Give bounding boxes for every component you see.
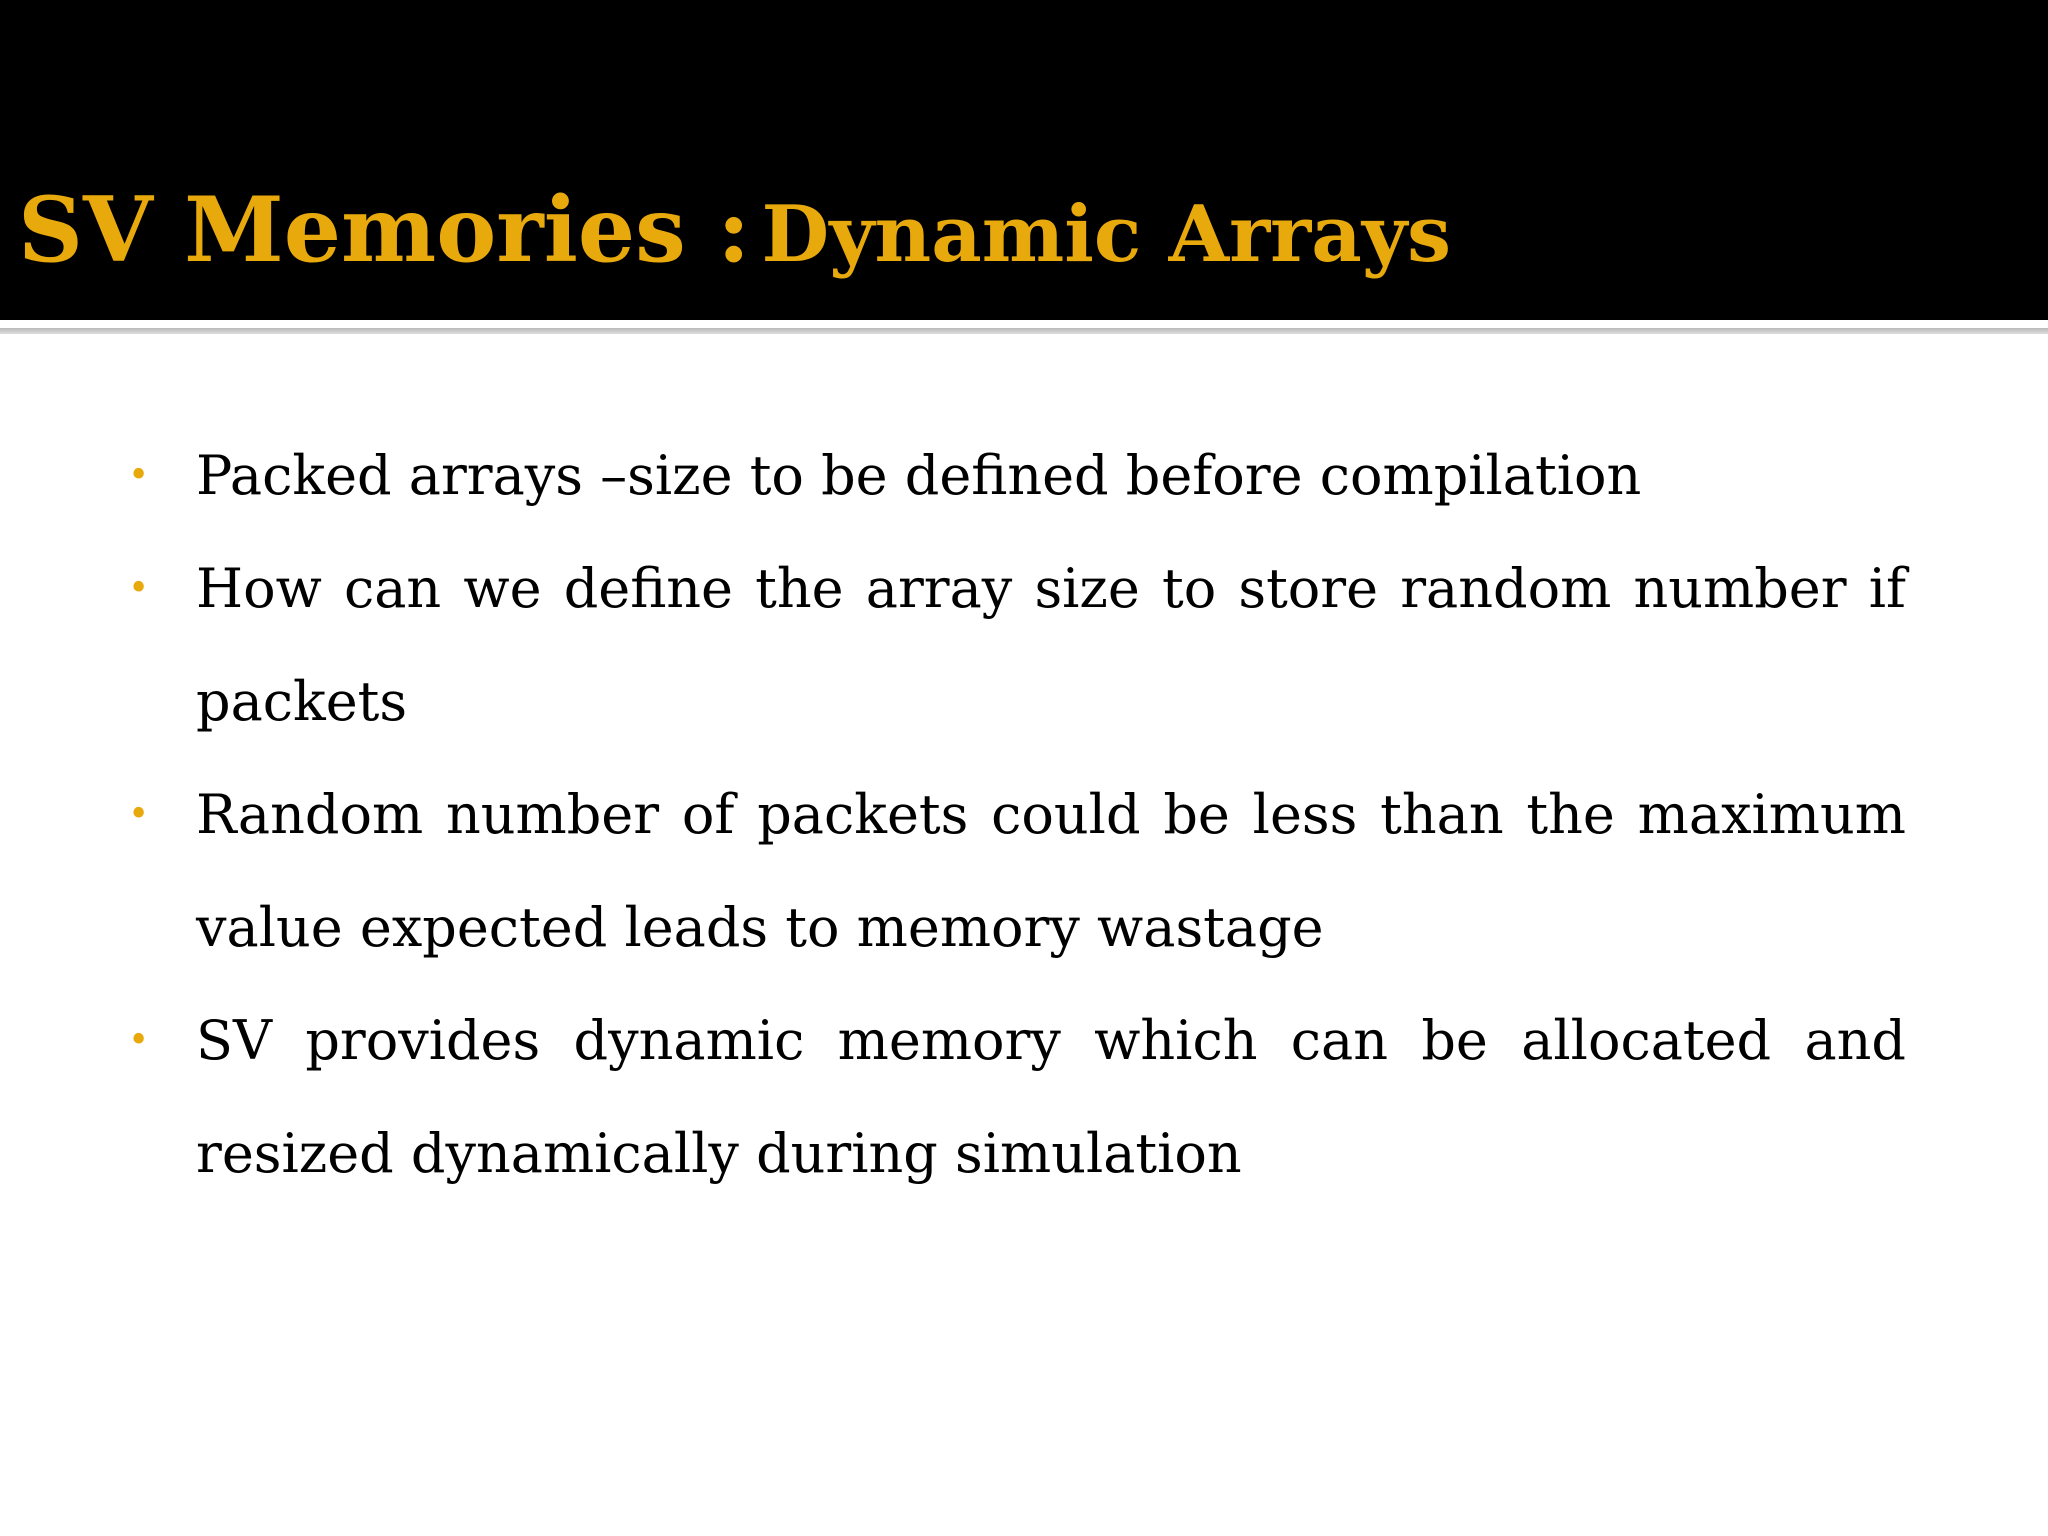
- bullet-text: SV provides dynamic memory which can be allocated and resized dynamically during simulation: [196, 1009, 1906, 1185]
- bullet-icon: •: [128, 455, 150, 496]
- bullet-text: How can we define the array size to store random number if packets: [196, 557, 1906, 733]
- bullet-icon: •: [128, 1020, 150, 1061]
- bullet-item: [128, 984, 1906, 1210]
- bullet-item: [128, 532, 1906, 758]
- bullet-icon: •: [128, 568, 150, 609]
- slide-title-sub: Dynamic Arrays: [761, 189, 1452, 280]
- bullet-item: [128, 758, 1906, 984]
- bullet-icon: •: [128, 794, 150, 835]
- bullet-text: Packed arrays –size to be defined before compilation: [196, 444, 1642, 507]
- bullet-item: [128, 419, 1906, 532]
- slide-title-main: SV Memories :: [18, 177, 751, 283]
- bullet-text: Random number of packets could be less than the maximum value expected leads to memory wastage: [196, 783, 1906, 959]
